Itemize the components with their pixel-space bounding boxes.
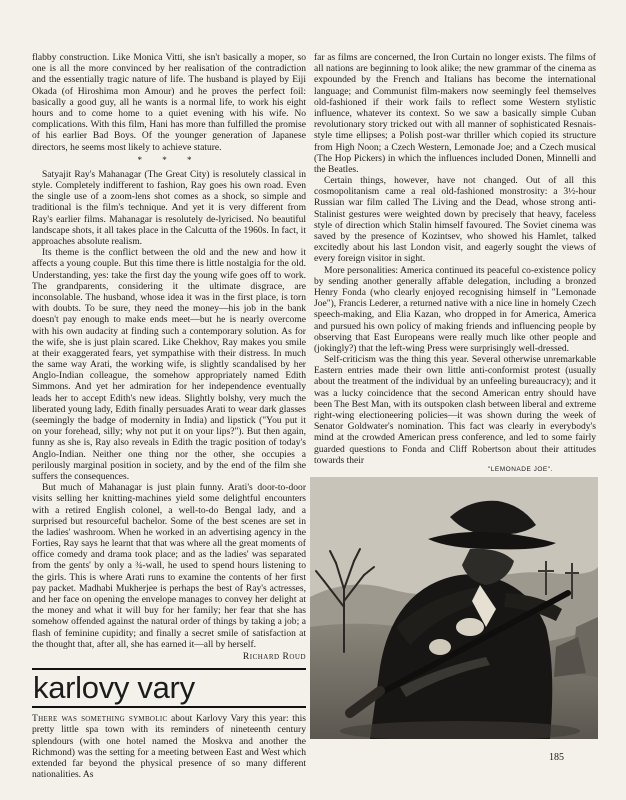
section-break: * * *	[137, 154, 201, 165]
right-column	[314, 52, 596, 466]
paragraph: But much of Mahanagar is just plain funny. Arati's door-to-door visits selling her knitting-machines yield some delightful encounters with a retired English colonel, a well-to-do Bengal lady, and a surprised but resourceful bachelor. Some of the best scenes are set in the ladies' washroom. When he worked in an advertising agency in the Forties, Ray says he learnt that that was where all the great moments of office comedy and drama took place; and as the ladies' was separated from the gents' by only a ¾-wall, he used to spend hours listening to the girls. This is where Arati runs to examine the contents of her first pay packet. Madhabi Mukherjee is perhaps the best of Ray's actresses, and her face on opening the envelope manages to convey her delight at the money and what it will buy for her family; her fear that she has somehow offended against the natural order of things by taking a job; a flash of feminine cupidity; and finally a secret smile of satisfaction at the thought that, after all, she has earned it—all by herself.	[32, 482, 306, 650]
author-signature: Richard Roud	[242, 650, 306, 662]
film-still-illustration	[310, 477, 598, 739]
paragraph: Self-criticism was the thing this year. Several otherwise unremarkable Eastern entries made their own little anti-conformist protest (usually about the treatment of the individual by an unfeeling bureaucracy); and it was a lucky coincidence that the second American entry should have been The Best Man, with its outspoken clash between liberal and extreme right-wing electioneering policies—it was shown during the week of Senator Goldwater's nomination. This fact was clearly in everybody's mind at the crowded American press conference, and led to some fairly guarded questions to Fonda and Cliff Robertson about their attitudes towards their	[314, 354, 596, 466]
left-column	[32, 52, 306, 780]
paragraph: flabby construction. Like Monica Vitti, she isn't basically a moper, so one is all the more convinced by her realisation of the contradiction and the essentially tragic nature of life. The husband is played by Eiji Okada (of Hiroshima mon Amour) and he proves the perfect foil: basically a good guy, all he wants is a normal life, to work his eight hours and to come home to a quiet evening with his wife. No complications. With this film, Hani has more than fulfilled the promise of his earlier Bad Boys. Of the younger generation of Japanese directors, he seems most likely to achieve stature.	[32, 52, 306, 153]
film-still-photo	[310, 477, 598, 739]
paragraph: Certain things, however, have not changed. Out of all this cosmopolitanism came a real old-fashioned monstrosity: a 3½-hour Russian war film called The Living and the Dead, whose strong anti-Stalinist gestures were weighted down by precisely that heavy, faceless style of direction which Stalin himself favoured. The Soviet cinema was saved by the presence of Kozintsev, who showed his Hamlet, talked excitedly about his last London visit, and eagerly sought the views of every foreign visitor in sight.	[314, 175, 596, 265]
page-number: 185	[549, 752, 564, 763]
paragraph	[32, 713, 306, 780]
section-heading: karlovy vary	[33, 670, 195, 706]
paragraph-text: about Karlovy Vary this year: this pretty little spa town with its reminders of nineteenth century splendours (with one hotel named the Moskva and another the Richmond) was the setting for a meeting between East and West which extended far beyond the physical presence of so many different nationalities. As	[32, 713, 306, 781]
paragraph: Satyajit Ray's Mahanagar (The Great City) is resolutely classical in style. Completely indifferent to fashion, Ray goes his own road. Even the single use of a zoom-lens shot comes as a shock, so simple and traditional is the film's technique. And yet it is very different from Ray's earlier films. Mahanagar is resolutely de-lyricised. No beautiful landscape shots, it all takes place in the Calcutta of the 1960s. In fact, it approaches absolute realism.	[32, 168, 306, 247]
photo-caption: "LEMONADE JOE".	[488, 466, 553, 473]
lead-in-caps: There was something symbolic	[32, 713, 168, 725]
paragraph: Its theme is the conflict between the old and the new and how it affects a young couple. But this time there is little nostalgia for the old. Understanding, yes: take the first day the young wife goes off to work. The grandparents, considering it the ultimate disgrace, are inconsolable. The husband, whose idea it was in the first place, is torn with doubts. To be sure, they need the money—his job in the bank doesn't pay enough to make ends meet—but he is nearly overcome with his own audacity at finding such a contemporary solution. As for the wife, she is just plain scared. Like Chekhov, Ray makes you smile at their exaggerated fears, yet sympathise with their distress. In much the same way Arati, the working wife, is slightly scandalised by her Anglo-Indian colleague, the somehow appropriately named Edith Simmons. And yet her admiration for her independence eventually leads her to accept Edith's new ideas. Slightly bolshy, very much the liberated young lady, Edith finally persuades Arati to wear dark glasses (seemingly the badge of modernity in India) and lipstick ("You put it on your forehead, silly; why not put it on your lips?"). But then again, funny as she is, Ray also reveals in Edith the tragic position of today's Anglo-Indian. Neither one thing nor the other, she occupies a perilously marginal position in society, and by the end of the film she suffers the consequences.	[32, 247, 306, 482]
heading-rule-bottom	[32, 706, 306, 708]
paragraph: far as films are concerned, the Iron Curtain no longer exists. The films of all nations are beginning to look alike; the new grammar of the cinema as expounded by the French and Italians has become the international language; and Communist film-makers now seemingly feel themselves old-fashioned if their work fails to reflect some Western stylistic influence, whatever its context. So we saw a basically simple Cuban revolutionary story tricked out with all manner of sophisticated Resnais-style time ellipses; a Polish post-war thriller which copied its structure from High Noon; a Czech Western, Lemonade Joe; and a Czech musical (The Hop Pickers) in which the influences included Donen, Minnelli and the Beatles.	[314, 52, 596, 175]
paragraph: More personalities: America continued its peaceful co-existence policy by sending another generally affable delegation, including a bronzed Henry Fonda (who clearly enjoyed recognising himself in "Lemonade Joe"), Francis Lederer, a returned native with a nice line in homely Czech speech-making, and Elia Kazan, who dropped in for America, America and pursued his own policy of making friends and influencing people by observing that East Europeans were really much like other people and (jokingly?) that the left-wing Press were surprisingly well-dressed.	[314, 264, 596, 354]
